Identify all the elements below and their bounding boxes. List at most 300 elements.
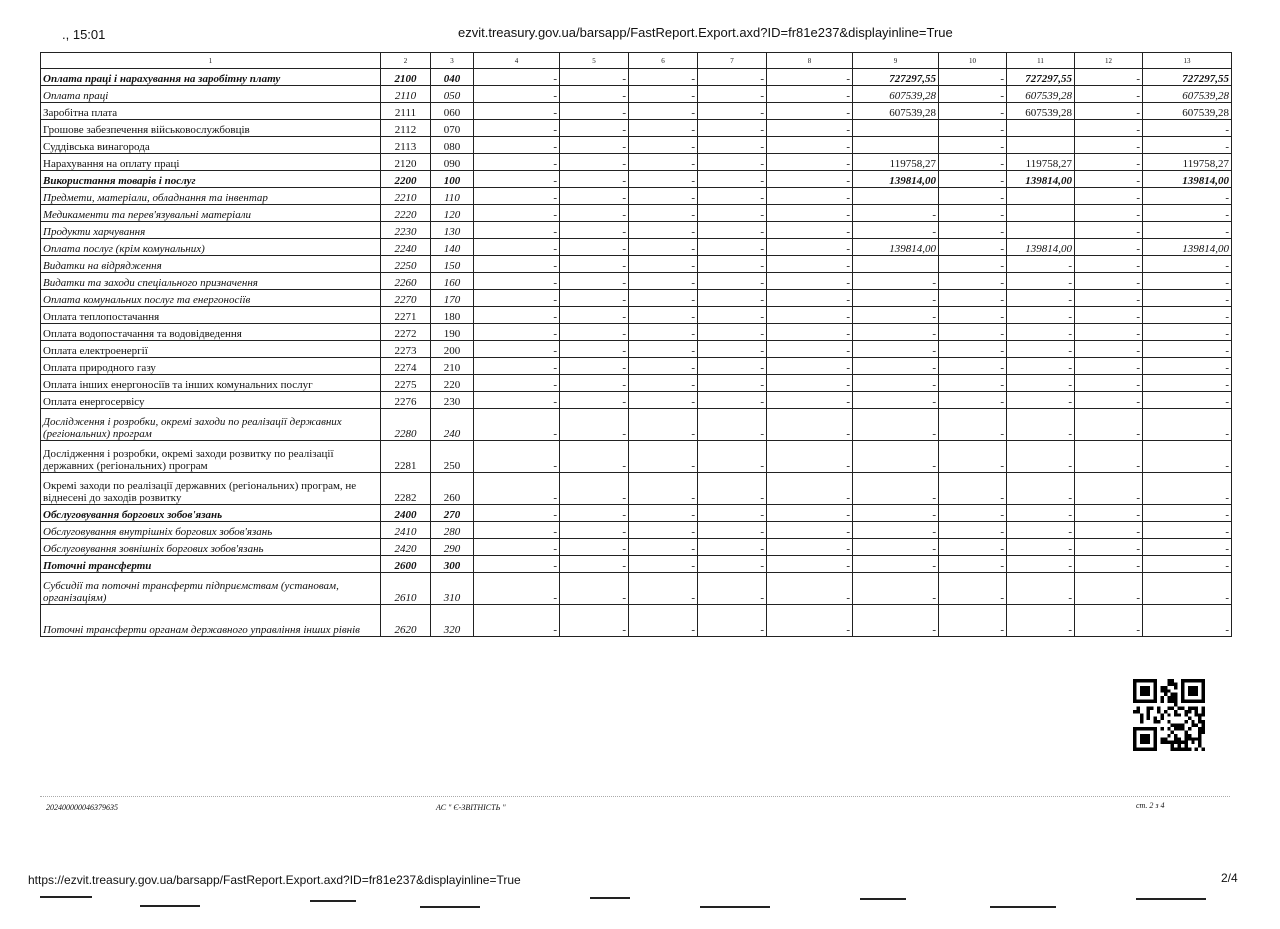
value-cell: - (1007, 341, 1075, 358)
scan-artifact-line (420, 906, 480, 908)
value-cell: - (698, 358, 767, 375)
value-cell: - (629, 473, 698, 505)
value-cell: - (1075, 154, 1143, 171)
value-cell: - (474, 154, 560, 171)
column-number: 7 (698, 53, 767, 69)
value-cell: - (1007, 556, 1075, 573)
value-cell: - (939, 324, 1007, 341)
value-cell: - (560, 188, 629, 205)
value-cell: - (698, 120, 767, 137)
value-cell: - (939, 605, 1007, 637)
value-cell: - (1007, 375, 1075, 392)
line-code: 190 (431, 324, 474, 341)
table-row (41, 556, 1232, 573)
value-cell (853, 137, 939, 154)
kekv-code: 2410 (381, 522, 431, 539)
row-name: Поточні трансферти органам державного управління інших рівнів (41, 605, 381, 637)
value-cell: - (1075, 222, 1143, 239)
value-cell: 607539,28 (1007, 103, 1075, 120)
kekv-code: 2100 (381, 69, 431, 86)
value-cell: - (560, 154, 629, 171)
value-cell: - (629, 154, 698, 171)
value-cell: - (629, 441, 698, 473)
line-code: 050 (431, 86, 474, 103)
kekv-code: 2270 (381, 290, 431, 307)
value-cell: - (939, 505, 1007, 522)
line-code: 180 (431, 307, 474, 324)
kekv-code: 2276 (381, 392, 431, 409)
value-cell: - (560, 120, 629, 137)
value-cell: - (1075, 290, 1143, 307)
value-cell: - (560, 239, 629, 256)
value-cell: - (474, 556, 560, 573)
value-cell: - (629, 273, 698, 290)
row-name: Субсидії та поточні трансферти підприємствам (установам, організаціям) (41, 573, 381, 605)
kekv-code: 2110 (381, 86, 431, 103)
value-cell: - (1007, 307, 1075, 324)
value-cell: - (698, 605, 767, 637)
value-cell: - (560, 205, 629, 222)
value-cell: - (629, 222, 698, 239)
value-cell: 727297,55 (1007, 69, 1075, 86)
value-cell: - (629, 137, 698, 154)
value-cell: - (560, 307, 629, 324)
kekv-code: 2200 (381, 171, 431, 188)
line-code: 060 (431, 103, 474, 120)
value-cell: - (767, 605, 853, 637)
row-name: Оплата праці (41, 86, 381, 103)
value-cell: - (1007, 441, 1075, 473)
value-cell: - (629, 290, 698, 307)
value-cell: - (629, 341, 698, 358)
line-code: 320 (431, 605, 474, 637)
value-cell: - (853, 324, 939, 341)
value-cell: - (560, 441, 629, 473)
value-cell: - (698, 273, 767, 290)
value-cell: - (629, 239, 698, 256)
value-cell: - (474, 222, 560, 239)
value-cell: - (629, 556, 698, 573)
value-cell: - (629, 188, 698, 205)
value-cell: - (767, 307, 853, 324)
value-cell: - (1075, 556, 1143, 573)
table-row (41, 307, 1232, 324)
value-cell: - (1143, 273, 1232, 290)
value-cell: 139814,00 (1007, 171, 1075, 188)
line-code: 100 (431, 171, 474, 188)
value-cell: - (853, 522, 939, 539)
value-cell (1007, 120, 1075, 137)
line-code: 130 (431, 222, 474, 239)
value-cell: - (1075, 473, 1143, 505)
table-row (41, 573, 1232, 605)
print-header-url[interactable]: ezvit.treasury.gov.ua/barsapp/FastReport.Export.axd?ID=fr81e237&displayinline=True (458, 25, 953, 40)
column-number-row (41, 53, 1232, 69)
kekv-code: 2600 (381, 556, 431, 573)
value-cell: - (1075, 358, 1143, 375)
value-cell: 607539,28 (1143, 86, 1232, 103)
value-cell: - (1075, 239, 1143, 256)
row-name: Дослідження і розробки, окремі заходи розвитку по реалізації державних (регіональних) програм (41, 441, 381, 473)
value-cell: - (1075, 307, 1143, 324)
value-cell: - (1143, 375, 1232, 392)
line-code: 260 (431, 473, 474, 505)
row-name: Оплата послуг (крім комунальних) (41, 239, 381, 256)
value-cell: - (474, 522, 560, 539)
value-cell: - (767, 290, 853, 307)
value-cell: - (767, 324, 853, 341)
row-name: Суддівська винагорода (41, 137, 381, 154)
row-name: Оплата праці і нарахування на заробітну плату (41, 69, 381, 86)
table-row (41, 341, 1232, 358)
row-name: Оплата теплопостачання (41, 307, 381, 324)
value-cell: - (474, 290, 560, 307)
value-cell: - (560, 392, 629, 409)
value-cell: - (698, 205, 767, 222)
value-cell: - (698, 473, 767, 505)
value-cell: - (767, 473, 853, 505)
line-code: 070 (431, 120, 474, 137)
print-page-number: 2/4 (1221, 871, 1238, 885)
value-cell: - (698, 154, 767, 171)
row-name: Предмети, матеріали, обладнання та інвентар (41, 188, 381, 205)
print-footer-url[interactable]: https://ezvit.treasury.gov.ua/barsapp/FastReport.Export.axd?ID=fr81e237&displayinline=True (28, 873, 521, 887)
table-row (41, 358, 1232, 375)
value-cell: - (767, 392, 853, 409)
value-cell: - (698, 573, 767, 605)
value-cell: - (629, 171, 698, 188)
value-cell: - (474, 505, 560, 522)
value-cell: - (767, 120, 853, 137)
value-cell: - (939, 473, 1007, 505)
value-cell: - (560, 86, 629, 103)
value-cell: - (1007, 273, 1075, 290)
value-cell (853, 188, 939, 205)
value-cell: - (1007, 473, 1075, 505)
value-cell: - (853, 573, 939, 605)
value-cell: - (939, 103, 1007, 120)
value-cell: - (853, 605, 939, 637)
row-name: Оплата інших енергоносіїв та інших комунальних послуг (41, 375, 381, 392)
row-name: Дослідження і розробки, окремі заходи по реалізації державних (регіональних) програм (41, 409, 381, 441)
value-cell: - (474, 341, 560, 358)
table-row (41, 171, 1232, 188)
value-cell: - (1143, 573, 1232, 605)
line-code: 210 (431, 358, 474, 375)
page-label: ст. 2 з 4 (1136, 801, 1165, 810)
value-cell: - (939, 375, 1007, 392)
value-cell: - (853, 273, 939, 290)
value-cell: - (474, 539, 560, 556)
value-cell: 139814,00 (1007, 239, 1075, 256)
value-cell: - (698, 341, 767, 358)
document-id: 2024000000463796З5 (46, 803, 118, 812)
value-cell: - (1143, 539, 1232, 556)
value-cell: 119758,27 (1007, 154, 1075, 171)
value-cell: - (767, 239, 853, 256)
row-name: Оплата природного газу (41, 358, 381, 375)
value-cell: - (698, 392, 767, 409)
value-cell: - (939, 154, 1007, 171)
value-cell: - (560, 171, 629, 188)
value-cell: - (560, 522, 629, 539)
line-code: 270 (431, 505, 474, 522)
column-number: 1 (41, 53, 381, 69)
row-name: Грошове забезпечення військовослужбовців (41, 120, 381, 137)
value-cell: - (1007, 539, 1075, 556)
line-code: 230 (431, 392, 474, 409)
print-time: ., 15:01 (62, 27, 106, 42)
value-cell: - (939, 358, 1007, 375)
value-cell: 727297,55 (853, 69, 939, 86)
value-cell: - (1075, 605, 1143, 637)
value-cell: - (767, 103, 853, 120)
value-cell: - (698, 290, 767, 307)
table-row (41, 324, 1232, 341)
value-cell: - (698, 222, 767, 239)
value-cell (1007, 222, 1075, 239)
qr-code (1133, 679, 1205, 751)
value-cell: - (853, 341, 939, 358)
value-cell: - (629, 86, 698, 103)
value-cell: - (629, 324, 698, 341)
value-cell: 607539,28 (1143, 103, 1232, 120)
line-code: 080 (431, 137, 474, 154)
value-cell: - (474, 307, 560, 324)
table-row (41, 188, 1232, 205)
value-cell: - (767, 341, 853, 358)
value-cell: - (1007, 505, 1075, 522)
value-cell: - (474, 205, 560, 222)
column-number: 2 (381, 53, 431, 69)
kekv-code: 2280 (381, 409, 431, 441)
line-code: 140 (431, 239, 474, 256)
footer-divider (40, 796, 1230, 797)
value-cell: - (474, 605, 560, 637)
value-cell: - (474, 103, 560, 120)
value-cell: - (560, 324, 629, 341)
value-cell: - (698, 324, 767, 341)
value-cell: - (1143, 120, 1232, 137)
value-cell: - (939, 69, 1007, 86)
line-code: 110 (431, 188, 474, 205)
value-cell: - (853, 307, 939, 324)
line-code: 170 (431, 290, 474, 307)
value-cell: - (560, 473, 629, 505)
value-cell: - (698, 239, 767, 256)
value-cell: 139814,00 (853, 171, 939, 188)
kekv-code: 2210 (381, 188, 431, 205)
table-row (41, 120, 1232, 137)
line-code: 090 (431, 154, 474, 171)
value-cell: - (1143, 441, 1232, 473)
column-number: 11 (1007, 53, 1075, 69)
value-cell: - (629, 539, 698, 556)
column-number: 8 (767, 53, 853, 69)
value-cell: - (1075, 441, 1143, 473)
value-cell (1007, 205, 1075, 222)
value-cell: - (853, 290, 939, 307)
value-cell: - (474, 239, 560, 256)
value-cell: - (767, 539, 853, 556)
scan-artifact-line (590, 897, 630, 899)
value-cell: - (939, 556, 1007, 573)
value-cell: - (1143, 290, 1232, 307)
value-cell: 607539,28 (1007, 86, 1075, 103)
value-cell: 607539,28 (853, 103, 939, 120)
value-cell: - (767, 256, 853, 273)
value-cell: - (474, 409, 560, 441)
value-cell: - (1075, 137, 1143, 154)
row-name: Обслуговування боргових зобов'язань (41, 505, 381, 522)
kekv-code: 2420 (381, 539, 431, 556)
value-cell: - (939, 222, 1007, 239)
value-cell: - (1143, 205, 1232, 222)
value-cell: - (560, 505, 629, 522)
row-name: Видатки та заходи спеціального призначення (41, 273, 381, 290)
value-cell: - (629, 505, 698, 522)
value-cell: 727297,55 (1143, 69, 1232, 86)
value-cell: - (767, 573, 853, 605)
column-number: 3 (431, 53, 474, 69)
value-cell: - (767, 441, 853, 473)
value-cell: 607539,28 (853, 86, 939, 103)
value-cell: - (1075, 505, 1143, 522)
scan-artifact-line (310, 900, 356, 902)
value-cell (853, 120, 939, 137)
scan-artifact-line (40, 896, 92, 898)
value-cell: - (1075, 573, 1143, 605)
value-cell: - (853, 392, 939, 409)
value-cell: - (629, 307, 698, 324)
table-row (41, 239, 1232, 256)
row-name: Оплата енергосервісу (41, 392, 381, 409)
table-row (41, 441, 1232, 473)
value-cell: - (629, 256, 698, 273)
value-cell: - (767, 205, 853, 222)
kekv-code: 2610 (381, 573, 431, 605)
value-cell: - (939, 307, 1007, 324)
value-cell: - (474, 441, 560, 473)
value-cell: - (698, 86, 767, 103)
row-name: Видатки на відрядження (41, 256, 381, 273)
value-cell (1007, 137, 1075, 154)
value-cell: - (698, 539, 767, 556)
value-cell: 139814,00 (1143, 239, 1232, 256)
row-name: Обслуговування внутрішніх боргових зобов'язань (41, 522, 381, 539)
value-cell: - (1075, 120, 1143, 137)
value-cell: - (1007, 522, 1075, 539)
value-cell: - (698, 256, 767, 273)
value-cell: - (939, 409, 1007, 441)
row-name: Оплата електроенергії (41, 341, 381, 358)
table-row (41, 605, 1232, 637)
line-code: 040 (431, 69, 474, 86)
value-cell: - (629, 103, 698, 120)
kekv-code: 2230 (381, 222, 431, 239)
column-number: 6 (629, 53, 698, 69)
kekv-code: 2620 (381, 605, 431, 637)
value-cell: - (698, 171, 767, 188)
value-cell: - (939, 341, 1007, 358)
value-cell: - (939, 539, 1007, 556)
row-name: Продукти харчування (41, 222, 381, 239)
value-cell: - (939, 290, 1007, 307)
value-cell: - (698, 188, 767, 205)
value-cell: - (1075, 69, 1143, 86)
value-cell: - (698, 307, 767, 324)
value-cell: - (767, 69, 853, 86)
table-row (41, 375, 1232, 392)
value-cell: - (767, 154, 853, 171)
value-cell: - (939, 188, 1007, 205)
value-cell: - (939, 171, 1007, 188)
value-cell: - (1143, 307, 1232, 324)
value-cell: - (474, 256, 560, 273)
value-cell: - (698, 441, 767, 473)
value-cell: - (560, 222, 629, 239)
value-cell: - (853, 205, 939, 222)
value-cell: - (1143, 409, 1232, 441)
table-row (41, 205, 1232, 222)
value-cell: - (767, 137, 853, 154)
value-cell: - (1143, 392, 1232, 409)
value-cell: - (560, 573, 629, 605)
value-cell: - (939, 239, 1007, 256)
value-cell: - (560, 137, 629, 154)
value-cell: - (1143, 556, 1232, 573)
value-cell (853, 256, 939, 273)
value-cell: - (698, 556, 767, 573)
row-name: Заробітна плата (41, 103, 381, 120)
value-cell: - (1075, 103, 1143, 120)
value-cell: - (939, 573, 1007, 605)
table-row (41, 273, 1232, 290)
line-code: 290 (431, 539, 474, 556)
value-cell: - (1143, 522, 1232, 539)
value-cell: - (853, 441, 939, 473)
value-cell: - (629, 69, 698, 86)
value-cell: - (474, 137, 560, 154)
line-code: 300 (431, 556, 474, 573)
value-cell: 139814,00 (853, 239, 939, 256)
kekv-code: 2274 (381, 358, 431, 375)
line-code: 120 (431, 205, 474, 222)
value-cell: - (939, 205, 1007, 222)
value-cell: - (1075, 522, 1143, 539)
value-cell: - (939, 392, 1007, 409)
value-cell: - (629, 375, 698, 392)
value-cell: - (1007, 324, 1075, 341)
value-cell: - (474, 69, 560, 86)
value-cell: - (474, 392, 560, 409)
value-cell: - (698, 505, 767, 522)
row-name: Окремі заходи по реалізації державних (регіональних) програм, не віднесені до заходів розвитку (41, 473, 381, 505)
value-cell: - (629, 358, 698, 375)
value-cell: - (474, 273, 560, 290)
scan-artifact-line (990, 906, 1056, 908)
column-number: 13 (1143, 53, 1232, 69)
value-cell: - (1143, 137, 1232, 154)
value-cell: - (1075, 86, 1143, 103)
value-cell: - (853, 505, 939, 522)
value-cell: - (853, 358, 939, 375)
value-cell: - (1007, 573, 1075, 605)
value-cell: - (560, 290, 629, 307)
report-table (40, 52, 1232, 637)
value-cell: - (474, 473, 560, 505)
kekv-code: 2120 (381, 154, 431, 171)
